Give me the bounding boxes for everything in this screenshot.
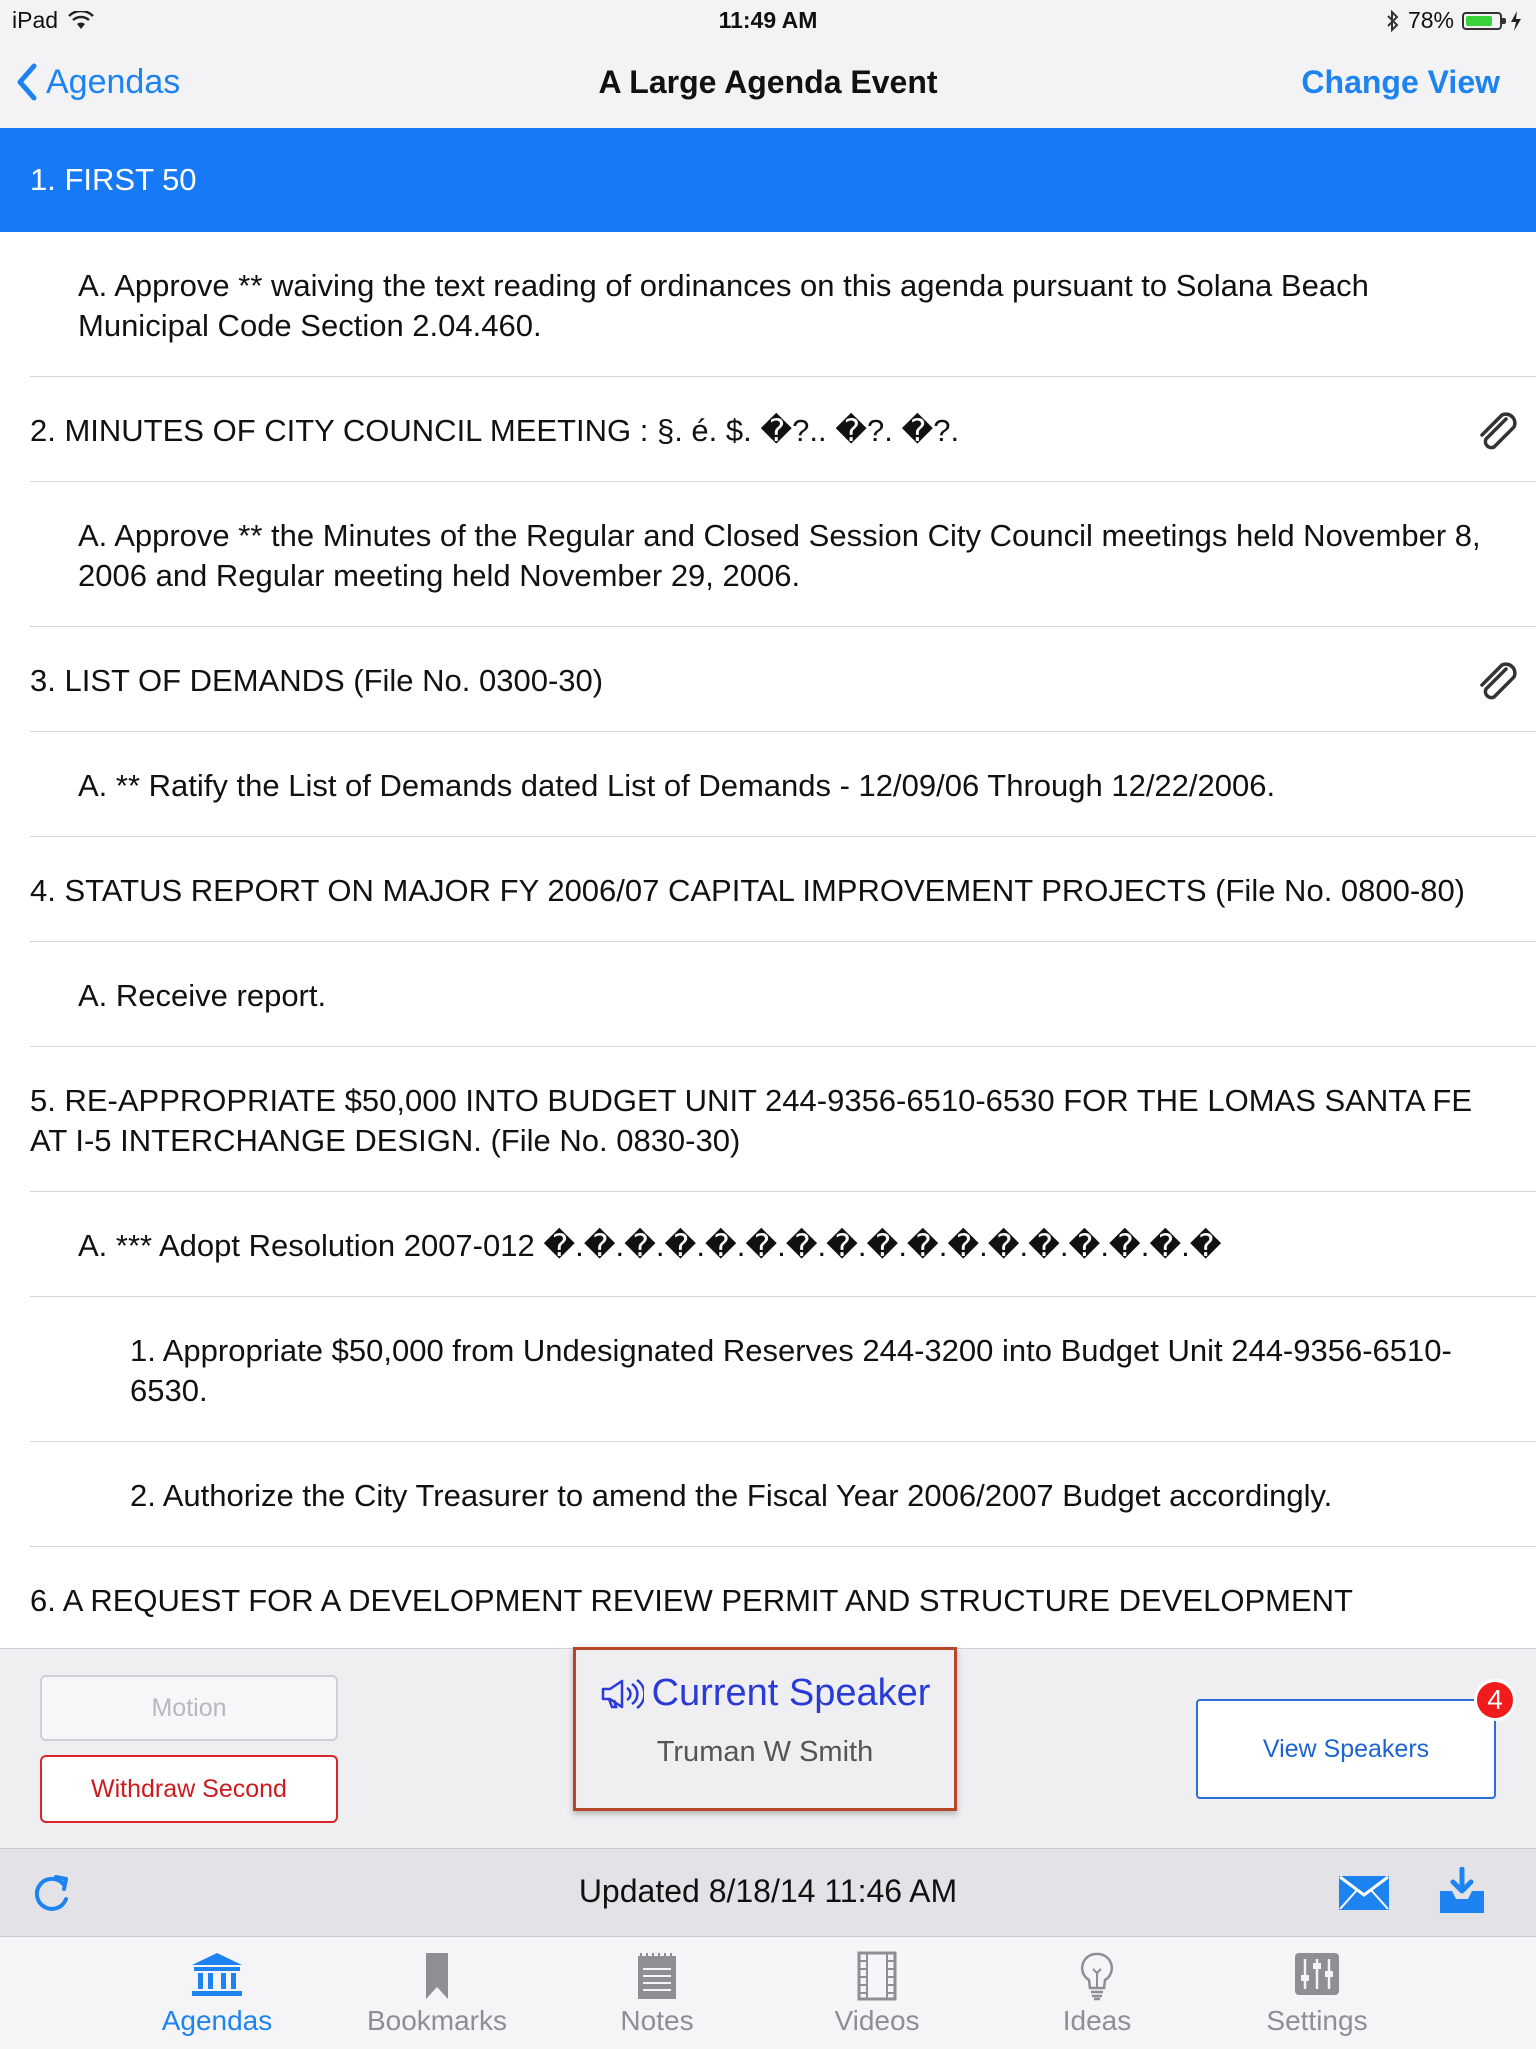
agenda-item-selected[interactable] [0, 128, 1536, 232]
agenda-item-text: 1. Appropriate $50,000 from Undesignated Reserves 244-3200 into Budget Unit 244-9356-6510-6530. [130, 1333, 1452, 1408]
agenda-item-text: A. ** Ratify the List of Demands dated List of Demands - 12/09/06 Through 12/22/2006. [78, 768, 1276, 803]
withdraw-second-button[interactable]: Withdraw Second [40, 1755, 338, 1823]
tab-label: Ideas [1062, 2005, 1132, 2036]
agenda-item-text: 6. A REQUEST FOR A DEVELOPMENT REVIEW PERMIT AND STRUCTURE DEVELOPMENT [30, 1583, 1353, 1618]
agenda-subitem[interactable] [30, 232, 1536, 377]
bookmark-icon [423, 1951, 451, 2001]
agenda-item-text: 3. LIST OF DEMANDS (File No. 0300-30) [30, 663, 604, 698]
film-icon [857, 1951, 897, 2001]
institution-icon [190, 1951, 244, 1997]
tab-settings[interactable] [1207, 1937, 1427, 2049]
tab-videos[interactable] [767, 1937, 987, 2049]
agenda-item-text: 5. RE-APPROPRIATE $50,000 INTO BUDGET UNIT 244-9356-6510-6530 FOR THE LOMAS SANTA FE AT I-5 INTERCHANGE DESIGN. (File No. 0830-30) [30, 1083, 1473, 1158]
agenda-item-text: 1. FIRST 50 [30, 162, 197, 197]
charging-icon [1510, 11, 1522, 31]
status-right [1386, 7, 1522, 34]
status-time: 11:49 AM [718, 7, 818, 33]
mail-icon[interactable] [1338, 1875, 1390, 1911]
agenda-item-text: A. *** Adopt Resolution 2007-012 �.�.�.�.�.�.�.�.�.�.�.�.�.�.�.�.� [78, 1228, 1222, 1263]
tab-ideas[interactable] [987, 1937, 1207, 2049]
agenda-item-text: A. Receive report. [78, 978, 327, 1013]
update-toolbar [0, 1848, 1536, 1937]
tab-label: Notes [620, 2005, 694, 2036]
agenda-list [0, 128, 1536, 1648]
tab-label: Agendas [161, 2005, 273, 2036]
bluetooth-icon [1386, 10, 1400, 32]
agenda-item-text: A. Approve ** the Minutes of the Regular and Closed Session City Council meetings held November 8, 2006 and Regular meeting held November 29, 2006. [78, 518, 1481, 593]
agenda-subitem[interactable] [30, 732, 1536, 837]
megaphone-icon [600, 1677, 644, 1711]
current-speaker-name: Truman W Smith [656, 1736, 874, 1768]
device-name: iPad [12, 7, 59, 33]
status-bar [0, 0, 1536, 40]
agenda-subitem[interactable] [30, 482, 1536, 627]
download-icon[interactable] [1436, 1867, 1488, 1917]
change-view-button[interactable]: Change View [1301, 64, 1500, 100]
battery-icon [1462, 12, 1502, 30]
agenda-item[interactable] [30, 627, 1536, 732]
paperclip-icon[interactable] [1476, 411, 1522, 457]
speakers-count-badge: 4 [1474, 1679, 1516, 1721]
tab-label: Settings [1266, 2005, 1368, 2036]
notepad-icon [635, 1951, 679, 2001]
agenda-subitem[interactable] [30, 1297, 1536, 1442]
agenda-item-text: 2. Authorize the City Treasurer to amend the Fiscal Year 2006/2007 Budget accordingly. [130, 1478, 1333, 1513]
agenda-subitem[interactable] [30, 1442, 1536, 1547]
tab-label: Bookmarks [366, 2005, 508, 2036]
view-speakers-button[interactable]: View Speakers [1196, 1699, 1496, 1799]
agenda-subitem[interactable] [30, 1192, 1536, 1297]
tab-bookmarks[interactable] [327, 1937, 547, 2049]
navigation-bar [0, 40, 1536, 129]
agenda-item[interactable] [30, 1047, 1536, 1192]
agenda-item-text: 2. MINUTES OF CITY COUNCIL MEETING : §. é. $. �?.. �?. �?. [30, 413, 960, 448]
agenda-item[interactable] [30, 377, 1536, 482]
sliders-icon [1293, 1951, 1341, 1997]
motion-action-bar [0, 1648, 1536, 1849]
current-speaker-label: Current Speaker [651, 1672, 931, 1714]
page-title: A Large Agenda Event [598, 64, 938, 100]
tab-agendas[interactable] [107, 1937, 327, 2049]
last-updated-text: Updated 8/18/14 11:46 AM [578, 1873, 958, 1909]
tab-notes[interactable] [547, 1937, 767, 2049]
lightbulb-icon [1079, 1951, 1115, 2001]
paperclip-icon[interactable] [1476, 661, 1522, 707]
agenda-item-text: 4. STATUS REPORT ON MAJOR FY 2006/07 CAPITAL IMPROVEMENT PROJECTS (File No. 0800-80) [30, 873, 1466, 908]
tab-label: Videos [834, 2005, 920, 2036]
tab-bar [0, 1936, 1536, 2049]
agenda-item[interactable] [30, 837, 1536, 942]
current-speaker-panel [573, 1647, 957, 1811]
motion-button[interactable]: Motion [40, 1675, 338, 1741]
battery-percent: 78% [1407, 7, 1454, 33]
current-speaker-heading [576, 1672, 954, 1715]
back-label: Agendas [46, 62, 181, 101]
agenda-item[interactable] [30, 1547, 1536, 1648]
agenda-subitem[interactable] [30, 942, 1536, 1047]
agenda-item-text: A. Approve ** waiving the text reading of ordinances on this agenda pursuant to Solana Beach Municipal Code Section 2.04.460. [78, 268, 1369, 343]
